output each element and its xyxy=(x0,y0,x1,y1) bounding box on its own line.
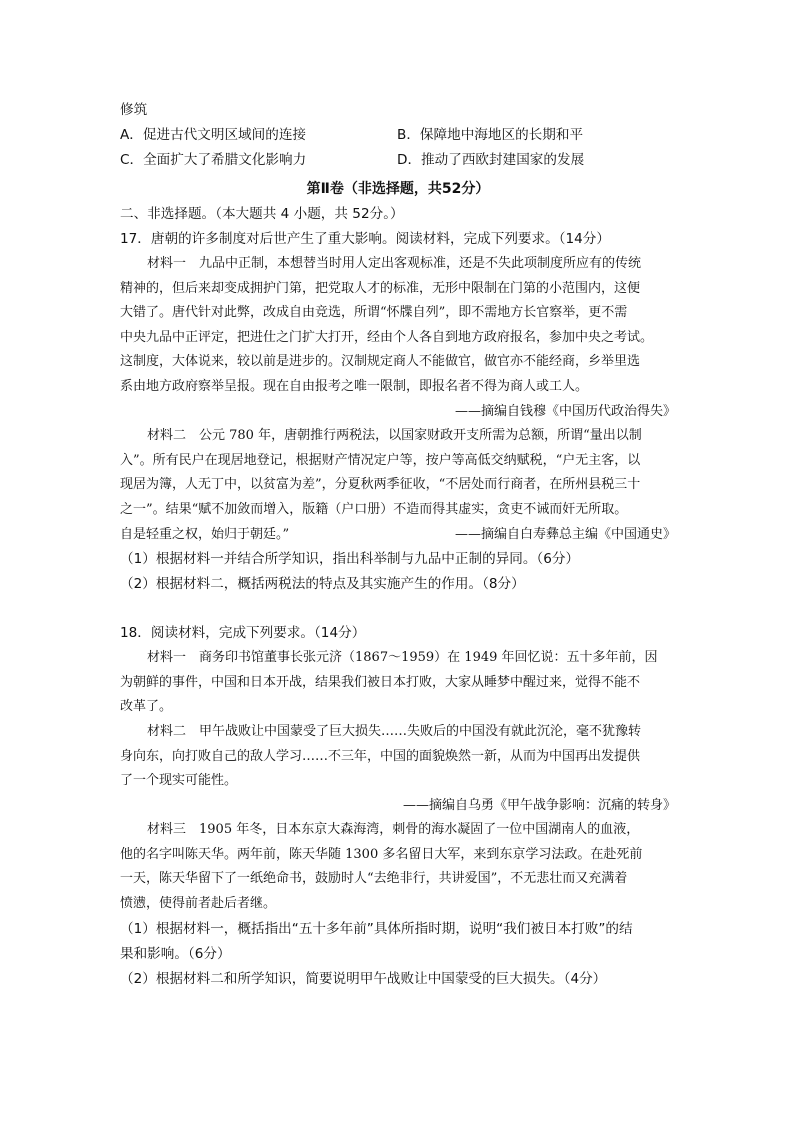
q17-material-2-end-row xyxy=(120,523,676,548)
q17-material-1-line: 系由地方政府察举呈报。现在自由报考之唯一限制，即报名者不得为商人或工人。 xyxy=(120,378,589,394)
exam-page xyxy=(120,98,676,992)
q17-material-1-line: 中央九品中正评定，把进仕之门扩大打开，经由个人各自到地方政府报名，参加中央之考试。 xyxy=(120,329,654,345)
q17-material-2-line: 之一”。结果“赋不加敛而增入，版籍（户口册）不造而得其虚实，贪吏不诫而奸无所取。 xyxy=(120,501,628,517)
options-row-2 xyxy=(120,148,676,173)
q18-material-2-line: 材料二 甲午战败让中国蒙受了巨大损失……失败后的中国没有就此沉沦，毫不犹豫转 xyxy=(147,723,642,739)
q17-material-2-line: 现居为簿，人无丁中，以贫富为差”，分夏秋两季征收，“不居处而行商者，在所州县税三十 xyxy=(120,477,641,493)
section-title: 第Ⅱ卷（非选择题，共52分） xyxy=(306,181,490,197)
q18-subquestion-1-line: （1）根据材料一，概括指出“五十多年前”具体所指时期，说明“我们被日本打败”的结 xyxy=(120,920,633,937)
section-heading: 二、非选择题。（本大题共 4 小题，共 52分。） xyxy=(120,206,404,222)
option-a: A．促进古代文明区域间的连接 xyxy=(120,127,307,143)
q18-material-3-line: 一天，陈天华留下了一纸绝命书，鼓励时人“去绝非行，共讲爱国”，不无悲壮而又充满着 xyxy=(120,871,628,887)
question-18-stem: 18．阅读材料，完成下列要求。（14分） xyxy=(120,625,366,642)
q17-material-1-line: 精神的，但后来却变成拥护门第，把党取人才的标准，无形中限制在门第的小范围内，这便 xyxy=(120,280,641,296)
q18-material-1-line: 改革了。 xyxy=(120,699,173,715)
q17-material-1-source: ——摘编自钱穆《中国历代政治得失》 xyxy=(454,403,676,419)
q18-material-2-source: ——摘编自乌勇《甲午战争影响：沉痛的转身》 xyxy=(402,797,676,813)
q18-material-1-line: 为朝鲜的事件，中国和日本开战，结果我们被日本打败，大家从睡梦中醒过来，觉得不能不 xyxy=(120,674,641,690)
q17-material-2-line: 自是轻重之权，始归于朝廷。” xyxy=(120,526,290,542)
option-d: D．推动了西欧封建国家的发展 xyxy=(397,152,585,168)
q17-material-1-line: 大错了。唐代针对此弊，改成自由竞选，所谓“怀牒自列”，即不需地方长官察举，更不需 xyxy=(120,305,628,321)
q18-material-3-line: 愤懑，使得前者赴后者继。 xyxy=(120,896,277,912)
q17-subquestion-2: （2）根据材料二，概括两税法的特点及其实施产生的作用。（8分） xyxy=(120,576,525,593)
option-b: B．保障地中海地区的长期和平 xyxy=(397,127,584,143)
q17-material-2-line: 材料二 公元 780 年，唐朝推行两税法，以国家财政开支所需为总额，所谓“量出以制 xyxy=(147,428,642,444)
q17-subquestion-1: （1）根据材料一并结合所学知识，指出科举制与九品中正制的异同。（6分） xyxy=(120,551,580,568)
q17-material-2-source: ——摘编自白寿彝总主编《中国通史》 xyxy=(454,526,676,542)
q17-material-2-line: 入”。所有民户在现居地登记，根据财产情况定户等，按户等高低交纳赋税，“户无主客，以 xyxy=(120,452,641,468)
question-17-stem: 17．唐朝的许多制度对后世产生了重大影响。阅读材料，完成下列要求。（14分） xyxy=(120,231,610,247)
q17-material-1-line: 材料一 九品中正制，本想替当时用人定出客观标准，还是不失此项制度所应有的传统 xyxy=(147,256,642,271)
q18-material-2-line: 了一个现实可能性。 xyxy=(120,773,238,789)
q18-subquestion-2: （2）根据材料二和所学知识，简要说明甲午战败让中国蒙受的巨大损失。（4分） xyxy=(120,970,607,987)
spacer xyxy=(120,597,676,621)
options-row-1 xyxy=(120,123,676,148)
option-c: C．全面扩大了希腊文化影响力 xyxy=(120,152,307,168)
q18-material-3-line: 他的名字叫陈天华。两年前，陈天华随 1300 多名留日大军，来到东京学习法政。在赴死前 xyxy=(120,846,643,862)
prev-question-continuation: 修筑 xyxy=(120,102,148,118)
q18-subquestion-1-line: 果和影响。（6分） xyxy=(120,945,231,962)
q18-material-3-line: 材料三 1905 年冬，日本东京大森海湾，刺骨的海水凝固了一位中国湖南人的血液， xyxy=(147,822,640,838)
q18-material-1-line: 材料一 商务印书馆董事长张元济（1867～1959）在 1949 年回忆说：五十多年前，因 xyxy=(147,650,658,666)
q17-material-1-line: 这制度，大体说来，较以前是进步的。汉制规定商人不能做官，做官亦不能经商，乡举里选 xyxy=(120,354,641,370)
q18-material-2-line: 身向东，向打败自己的敌人学习……不三年，中国的面貌焕然一新，从而为中国再出发提供 xyxy=(120,748,641,764)
